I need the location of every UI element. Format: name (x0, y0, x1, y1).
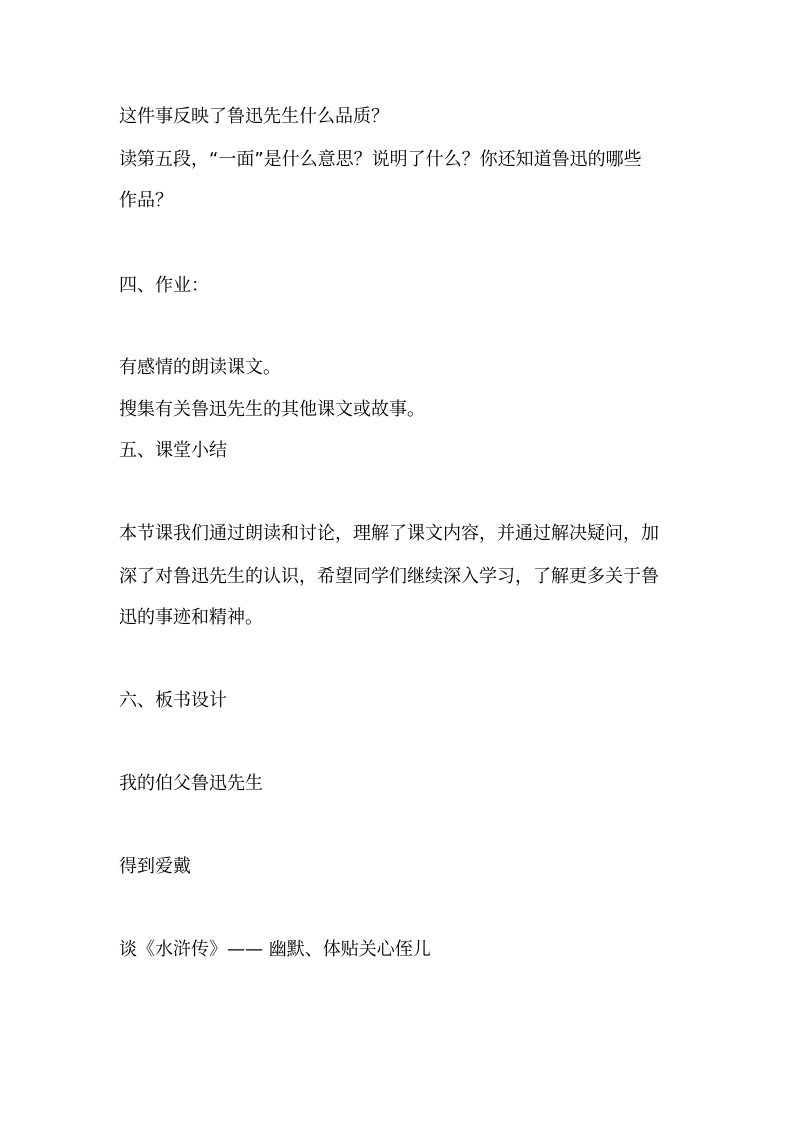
section-heading: 六、板书设计 (119, 690, 227, 711)
paragraph-line: 深了对鲁迅先生的认识，希望同学们继续深入学习，了解更多关于鲁 (119, 566, 659, 587)
paragraph-line: 搜集有关鲁迅先生的其他课文或故事。 (119, 399, 425, 420)
paragraph-line: 谈《水浒传》—— 幽默、体贴关心侄儿 (119, 939, 431, 960)
paragraph-line: 读第五段，“一面”是什么意思？说明了什么？你还知道鲁迅的哪些 (119, 149, 642, 170)
paragraph-line: 得到爱戴 (119, 856, 191, 877)
paragraph-line: 有感情的朗读课文。 (119, 357, 281, 378)
section-heading: 五、课堂小结 (119, 440, 227, 461)
paragraph-line: 作品？ (119, 190, 173, 211)
paragraph-line: 这件事反映了鲁迅先生什么品质？ (119, 106, 389, 127)
paragraph-line: 迅的事迹和精神。 (119, 607, 263, 628)
section-heading: 四、作业： (119, 275, 209, 296)
paragraph-line: 我的伯父鲁迅先生 (119, 773, 263, 794)
paragraph-line: 本节课我们通过朗读和讨论，理解了课文内容，并通过解决疑问，加 (119, 523, 659, 544)
